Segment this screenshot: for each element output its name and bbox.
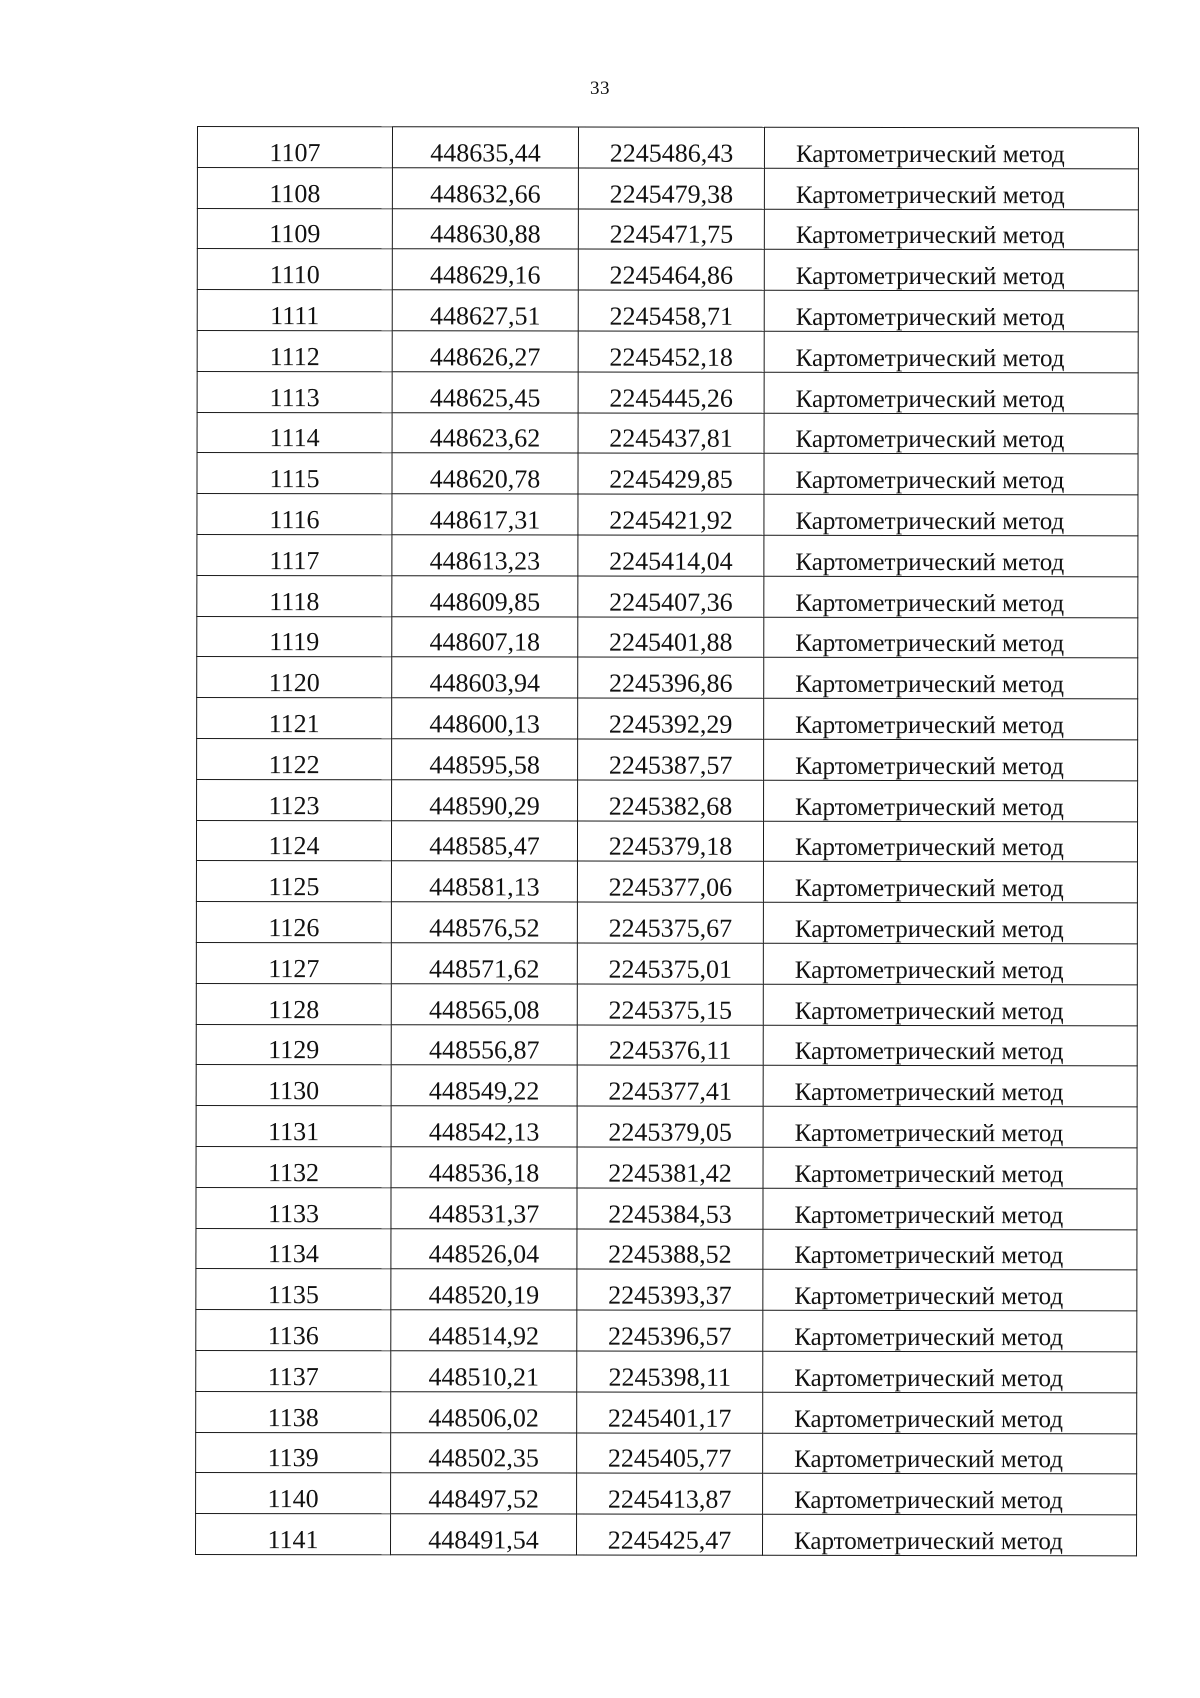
method-cell: Картометрический метод [763, 1310, 1137, 1351]
method-cell: Картометрический метод [764, 494, 1138, 535]
method-cell: Картометрический метод [763, 1229, 1137, 1270]
y-coordinate-cell: 2245384,53 [577, 1188, 763, 1229]
x-coordinate-cell: 448520,19 [391, 1269, 577, 1310]
point-number-cell: 1134 [196, 1228, 391, 1269]
point-number-cell: 1136 [196, 1310, 391, 1351]
method-cell: Картометрический метод [764, 698, 1138, 739]
point-number-cell: 1141 [196, 1514, 391, 1555]
point-number-cell: 1140 [196, 1473, 391, 1514]
table-row [196, 820, 1137, 862]
point-number-cell: 1121 [197, 698, 392, 739]
table-row [196, 1350, 1137, 1392]
table-row [196, 1187, 1137, 1229]
method-cell: Картометрический метод [764, 290, 1138, 331]
y-coordinate-cell: 2245452,18 [578, 331, 764, 372]
x-coordinate-cell: 448502,35 [391, 1432, 577, 1473]
table-row [197, 494, 1138, 536]
x-coordinate-cell: 448506,02 [391, 1391, 577, 1432]
point-number-cell: 1114 [197, 412, 392, 453]
x-coordinate-cell: 448556,87 [391, 1024, 577, 1065]
point-number-cell: 1126 [196, 902, 391, 943]
table-row [197, 575, 1138, 617]
y-coordinate-cell: 2245381,42 [577, 1147, 763, 1188]
y-coordinate-cell: 2245379,18 [577, 821, 763, 862]
x-coordinate-cell: 448629,16 [392, 249, 578, 290]
x-coordinate-cell: 448625,45 [392, 372, 578, 413]
y-coordinate-cell: 2245464,86 [578, 249, 764, 290]
x-coordinate-cell: 448510,21 [391, 1351, 577, 1392]
point-number-cell: 1125 [196, 861, 391, 902]
y-coordinate-cell: 2245376,11 [577, 1025, 763, 1066]
point-number-cell: 1110 [197, 249, 392, 290]
x-coordinate-cell: 448531,37 [391, 1187, 577, 1228]
point-number-cell: 1124 [196, 820, 391, 861]
y-coordinate-cell: 2245471,75 [578, 209, 764, 250]
point-number-cell: 1116 [197, 494, 392, 535]
y-coordinate-cell: 2245396,57 [577, 1310, 763, 1351]
point-number-cell: 1123 [197, 779, 392, 820]
table-row [196, 1473, 1137, 1515]
method-cell: Картометрический метод [763, 1270, 1137, 1311]
method-cell: Картометрический метод [763, 1147, 1137, 1188]
method-cell: Картометрический метод [763, 1433, 1137, 1474]
table-row [196, 1514, 1137, 1556]
table-row [197, 208, 1138, 250]
point-number-cell: 1137 [196, 1350, 391, 1391]
method-cell: Картометрический метод [763, 943, 1137, 984]
method-cell: Картометрический метод [764, 209, 1138, 250]
y-coordinate-cell: 2245398,11 [577, 1351, 763, 1392]
x-coordinate-cell: 448595,58 [392, 739, 578, 780]
y-coordinate-cell: 2245375,67 [577, 902, 763, 943]
table-row [197, 779, 1138, 821]
point-number-cell: 1135 [196, 1269, 391, 1310]
point-number-cell: 1138 [196, 1391, 391, 1432]
x-coordinate-cell: 448603,94 [392, 657, 578, 698]
method-cell: Картометрический метод [763, 1514, 1137, 1555]
y-coordinate-cell: 2245421,92 [578, 494, 764, 535]
method-cell: Картометрический метод [764, 576, 1138, 617]
x-coordinate-cell: 448627,51 [392, 290, 578, 331]
table-row [196, 1391, 1137, 1433]
x-coordinate-cell: 448617,31 [392, 494, 578, 535]
table-row [197, 738, 1138, 780]
method-cell: Картометрический метод [764, 535, 1138, 576]
table-row [197, 371, 1138, 413]
page-number: 33 [590, 78, 610, 99]
x-coordinate-cell: 448536,18 [391, 1147, 577, 1188]
method-cell: Картометрический метод [764, 617, 1138, 658]
table-row [197, 534, 1138, 576]
table-row [197, 657, 1138, 699]
y-coordinate-cell: 2245396,86 [578, 657, 764, 698]
table-row [196, 902, 1137, 944]
table-row [196, 942, 1137, 984]
table-row [197, 127, 1138, 169]
point-number-cell: 1120 [197, 657, 392, 698]
point-number-cell: 1108 [197, 167, 392, 208]
point-number-cell: 1112 [197, 330, 392, 371]
method-cell: Картометрический метод [763, 821, 1137, 862]
y-coordinate-cell: 2245445,26 [578, 372, 764, 413]
point-number-cell: 1130 [196, 1065, 391, 1106]
method-cell: Картометрический метод [764, 331, 1138, 372]
point-number-cell: 1127 [196, 942, 391, 983]
point-number-cell: 1129 [196, 1024, 391, 1065]
table-row [197, 453, 1138, 495]
table-row [197, 412, 1138, 454]
x-coordinate-cell: 448590,29 [392, 780, 578, 821]
x-coordinate-cell: 448626,27 [392, 331, 578, 372]
method-cell: Картометрический метод [764, 739, 1138, 780]
table-row [197, 616, 1138, 658]
y-coordinate-cell: 2245407,36 [578, 576, 764, 617]
method-cell: Картометрический метод [763, 1351, 1137, 1392]
table-row [196, 1432, 1137, 1474]
y-coordinate-cell: 2245387,57 [578, 739, 764, 780]
point-number-cell: 1115 [197, 453, 392, 494]
table-row [196, 1269, 1137, 1311]
method-cell: Картометрический метод [764, 372, 1138, 413]
point-number-cell: 1107 [197, 127, 392, 168]
point-number-cell: 1131 [196, 1106, 391, 1147]
method-cell: Картометрический метод [764, 127, 1138, 168]
x-coordinate-cell: 448607,18 [392, 616, 578, 657]
point-number-cell: 1139 [196, 1432, 391, 1473]
y-coordinate-cell: 2245458,71 [578, 290, 764, 331]
y-coordinate-cell: 2245377,06 [577, 861, 763, 902]
method-cell: Картометрический метод [764, 780, 1138, 821]
x-coordinate-cell: 448600,13 [392, 698, 578, 739]
x-coordinate-cell: 448630,88 [392, 208, 578, 249]
table-row [196, 1146, 1137, 1188]
table-row [197, 167, 1138, 209]
point-number-cell: 1113 [197, 371, 392, 412]
x-coordinate-cell: 448514,92 [391, 1310, 577, 1351]
y-coordinate-cell: 2245479,38 [578, 168, 764, 209]
y-coordinate-cell: 2245413,87 [577, 1473, 763, 1514]
method-cell: Картометрический метод [764, 250, 1138, 291]
x-coordinate-cell: 448635,44 [392, 127, 578, 168]
y-coordinate-cell: 2245429,85 [578, 453, 764, 494]
y-coordinate-cell: 2245393,37 [577, 1269, 763, 1310]
table-row [196, 1228, 1137, 1270]
y-coordinate-cell: 2245437,81 [578, 413, 764, 454]
coordinates-table [195, 126, 1139, 1556]
point-number-cell: 1132 [196, 1146, 391, 1187]
y-coordinate-cell: 2245414,04 [578, 535, 764, 576]
x-coordinate-cell: 448609,85 [392, 576, 578, 617]
y-coordinate-cell: 2245377,41 [577, 1065, 763, 1106]
method-cell: Картометрический метод [763, 984, 1137, 1025]
x-coordinate-cell: 448581,13 [391, 861, 577, 902]
point-number-cell: 1109 [197, 208, 392, 249]
method-cell: Картометрический метод [764, 658, 1138, 699]
x-coordinate-cell: 448526,04 [391, 1228, 577, 1269]
method-cell: Картометрический метод [763, 1025, 1137, 1066]
point-number-cell: 1133 [196, 1187, 391, 1228]
x-coordinate-cell: 448497,52 [391, 1473, 577, 1514]
x-coordinate-cell: 448491,54 [391, 1514, 577, 1555]
table-row [196, 1065, 1137, 1107]
y-coordinate-cell: 2245401,88 [578, 617, 764, 658]
y-coordinate-cell: 2245486,43 [578, 127, 764, 168]
x-coordinate-cell: 448565,08 [391, 984, 577, 1025]
point-number-cell: 1117 [197, 534, 392, 575]
method-cell: Картометрический метод [764, 168, 1138, 209]
y-coordinate-cell: 2245375,15 [577, 984, 763, 1025]
x-coordinate-cell: 448549,22 [391, 1065, 577, 1106]
table-row [196, 1024, 1137, 1066]
table-row [197, 698, 1138, 740]
method-cell: Картометрический метод [763, 862, 1137, 903]
table-row [196, 983, 1137, 1025]
method-cell: Картометрический метод [763, 1106, 1137, 1147]
point-number-cell: 1119 [197, 616, 392, 657]
y-coordinate-cell: 2245405,77 [577, 1433, 763, 1474]
point-number-cell: 1111 [197, 290, 392, 331]
method-cell: Картометрический метод [764, 413, 1138, 454]
table-row [197, 290, 1138, 332]
y-coordinate-cell: 2245379,05 [577, 1106, 763, 1147]
table-row [197, 330, 1138, 372]
x-coordinate-cell: 448623,62 [392, 412, 578, 453]
table-row [197, 249, 1138, 291]
method-cell: Картометрический метод [763, 902, 1137, 943]
method-cell: Картометрический метод [763, 1392, 1137, 1433]
table-row [196, 1310, 1137, 1352]
x-coordinate-cell: 448576,52 [391, 902, 577, 943]
y-coordinate-cell: 2245425,47 [577, 1514, 763, 1555]
table-row [196, 1106, 1137, 1148]
method-cell: Картометрический метод [764, 454, 1138, 495]
x-coordinate-cell: 448632,66 [392, 168, 578, 209]
y-coordinate-cell: 2245392,29 [578, 698, 764, 739]
y-coordinate-cell: 2245401,17 [577, 1392, 763, 1433]
x-coordinate-cell: 448542,13 [391, 1106, 577, 1147]
x-coordinate-cell: 448585,47 [391, 820, 577, 861]
point-number-cell: 1122 [197, 738, 392, 779]
y-coordinate-cell: 2245388,52 [577, 1229, 763, 1270]
y-coordinate-cell: 2245375,01 [577, 943, 763, 984]
table-row [196, 861, 1137, 903]
method-cell: Картометрический метод [763, 1066, 1137, 1107]
coordinates-table-body [196, 127, 1139, 1556]
point-number-cell: 1128 [196, 983, 391, 1024]
x-coordinate-cell: 448613,23 [392, 535, 578, 576]
y-coordinate-cell: 2245382,68 [578, 780, 764, 821]
method-cell: Картометрический метод [763, 1188, 1137, 1229]
x-coordinate-cell: 448571,62 [391, 943, 577, 984]
point-number-cell: 1118 [197, 575, 392, 616]
method-cell: Картометрический метод [763, 1474, 1137, 1515]
x-coordinate-cell: 448620,78 [392, 453, 578, 494]
